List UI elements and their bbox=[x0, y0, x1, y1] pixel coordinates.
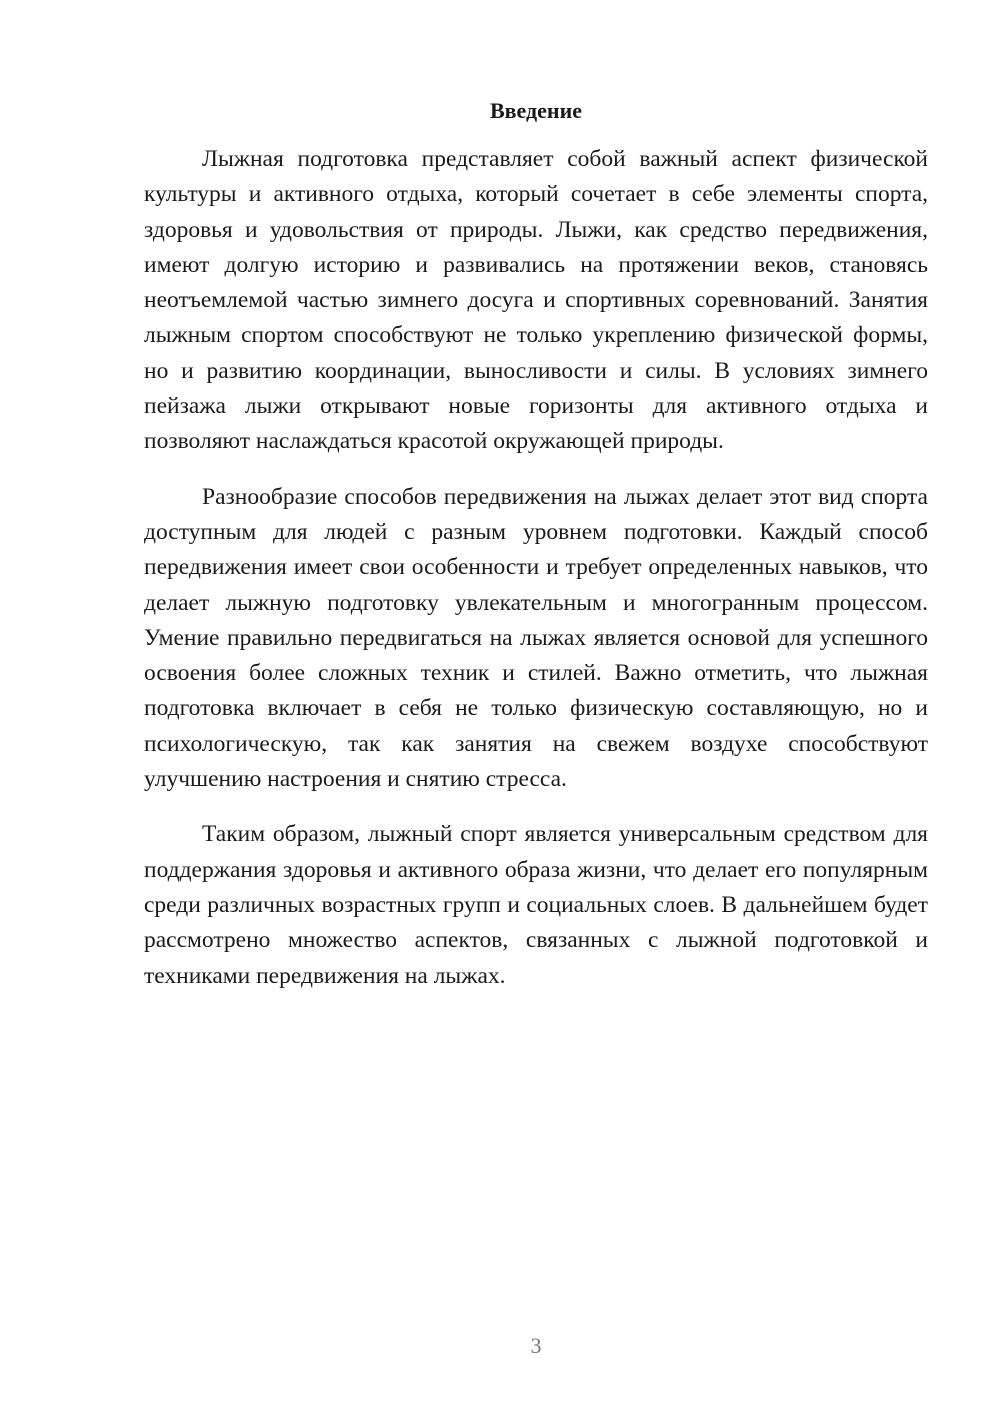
page-number: 3 bbox=[530, 1333, 542, 1358]
body-text bbox=[144, 142, 928, 1014]
section-title: Введение bbox=[489, 98, 583, 123]
paragraph-1: Лыжная подготовка представляет собой важный аспект физической культуры и активного отдыха, который сочетает в себе элементы спорта, здоровья и удовольствия от природы. Лыжи, как средство передвижения, имеют долгую историю и развивались на протяжении веков, становясь неотъемлемой частью зимнего досуга и спортивных соревнований. Занятия лыжным спортом способствуют не только укреплению физической формы, но и развитию координации, выносливости и силы. В условиях зимнего пейзажа лыжи открывают новые горизонты для активного отдыха и позволяют наслаждаться красотой окружающей природы. bbox=[144, 146, 928, 455]
paragraph-2: Разнообразие способов передвижения на лыжах делает этот вид спорта доступным для людей с разным уровнем подготовки. Каждый способ передвижения имеет свои особенности и требует определенных навыков, что делает лыжную подготовку увлекательным и многогранным процессом. Умение правильно передвигаться на лыжах является основой для успешного освоения более сложных техник и стилей. Важно отметить, что лыжная подготовка включает в себя не только физическую составляющую, но и психологическую, так как занятия на свежем воздухе способствуют улучшению настроения и снятию стресса. bbox=[144, 483, 928, 793]
paragraph-3: Таким образом, лыжный спорт является универсальным средством для поддержания здоровья и активного образа жизни, что делает его популярным среди различных возрастных групп и социальных слоев. В дальнейшем будет рассмотрено множество аспектов, связанных с лыжной подготовкой и техниками передвижения на лыжах. bbox=[144, 821, 928, 989]
